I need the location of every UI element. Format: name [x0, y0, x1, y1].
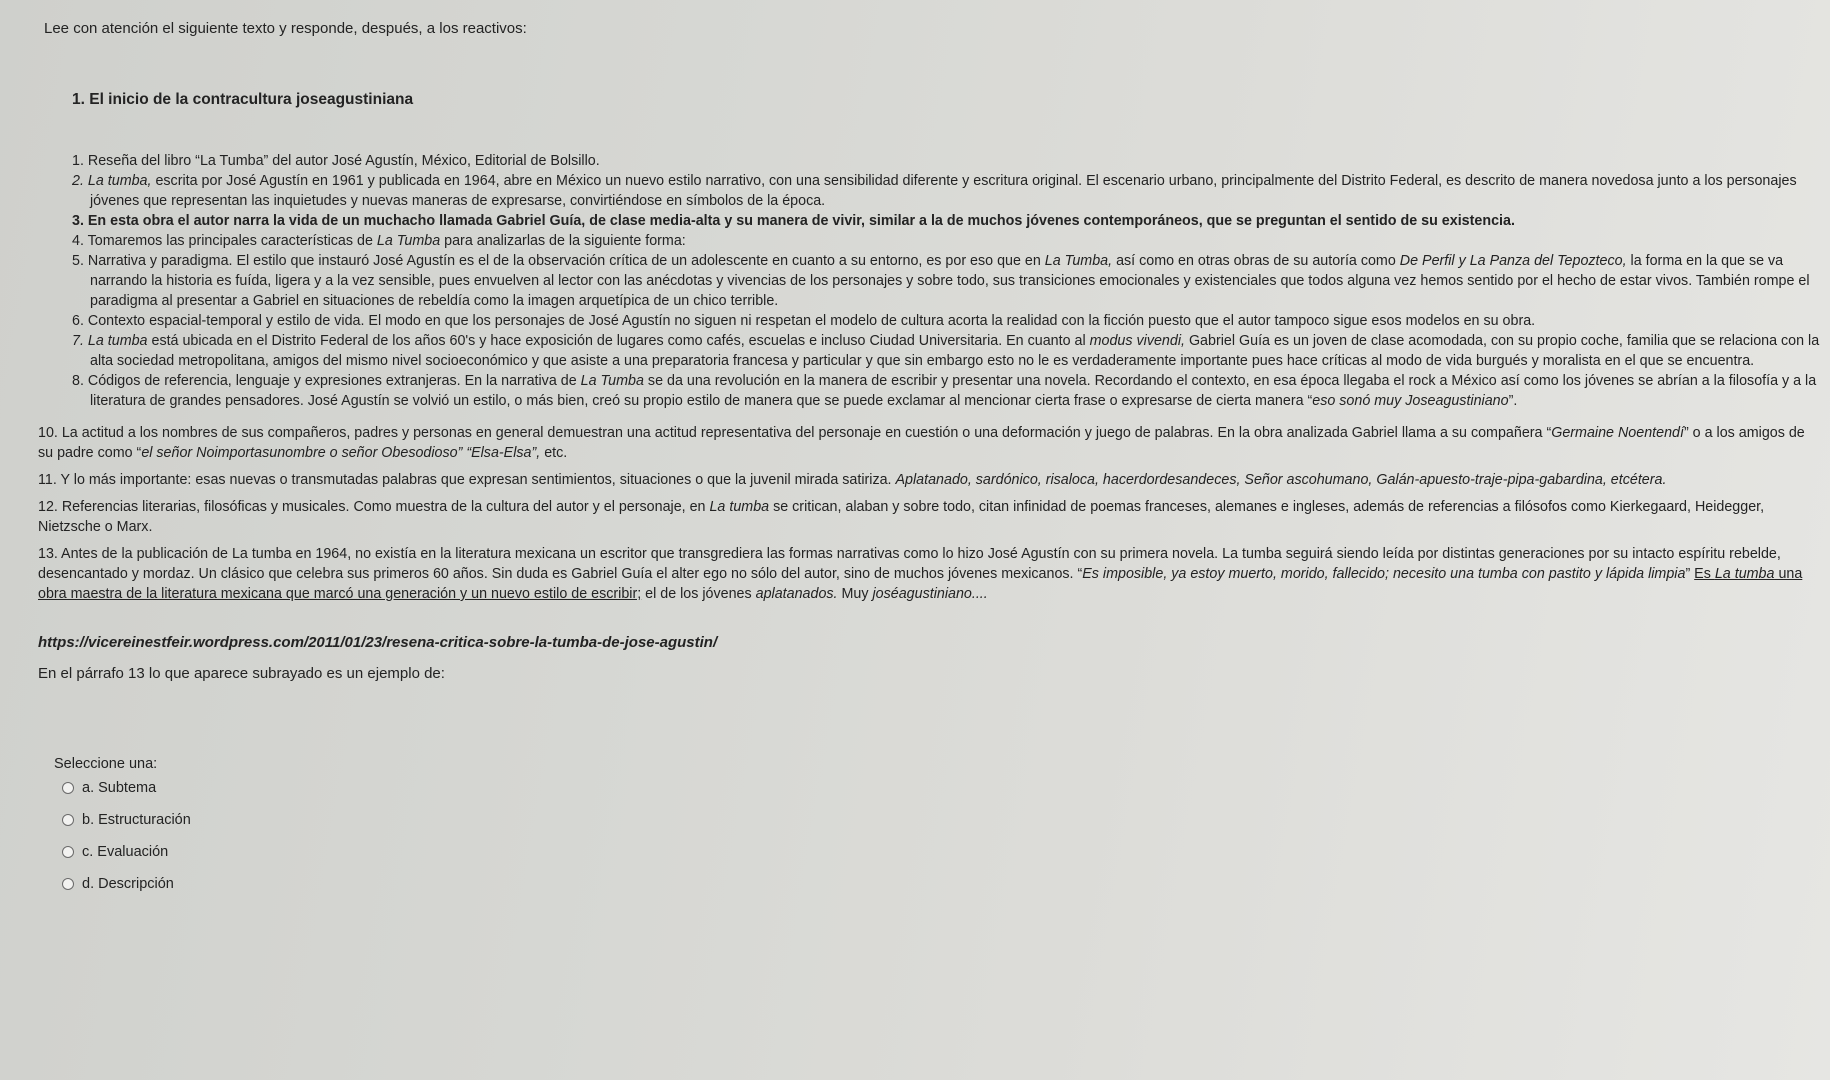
paragraph-13: 13. Antes de la publicación de La tumba en 1964, no existía en la literatura mexicana un escritor que transgrediera las formas narrativas como lo hizo José Agustín con su primera novela. La tumba seguirá siendo leída por distintas generaciones por su intacto espíritu rebelde, desencantado y mordaz. Un clásico que celebra sus primeros 60 años. Sin duda es Gabriel Guía el alter ego no sólo del autor, sino de muchos jóvenes mexicanos. “Es imposible, ya estoy muerto, morido, fallecido; necesito una tumba con pastito y lápida limpia” Es La tumba una obra maestra de la literatura mexicana que marcó una generación y un nuevo estilo de escribir; el de los jóvenes aplatanados. Muy joséagustiniano.... — [38, 546, 1803, 602]
radio-button-b[interactable] — [62, 814, 74, 826]
paragraph-12: 12. Referencias literarias, filosóficas y musicales. Como muestra de la cultura del autor y el personaje, en La tumba se critican, alaban y sobre todo, citan infinidad de poemas franceses, alemanes e ingleses, además de referencias a filósofos como Kierkegaard, Heidegger, Nietzsche o Marx. — [38, 499, 1765, 535]
option-a-label: a. Subtema — [82, 780, 157, 796]
answer-options — [44, 780, 1781, 892]
paragraph-8: 8. Códigos de referencia, lenguaje y expresiones extranjeras. En la narrativa de La Tumba se da una revolución en la manera de escribir y presentar una novela. Recordando el contexto, en esa época llegaba el rock a México así como los jóvenes se abrían a la filosofía y a la literatura de grandes pensadores. José Agustín se volvió un estilo, o más bien, creó su propio estilo de manera que se puede exclamar al mencionar cierta frase o expresarse de cierta manera “eso sonó muy Joseagustiniano”. — [72, 373, 1817, 409]
question-text: En el párrafo 13 lo que aparece subrayado es un ejemplo de: — [38, 665, 445, 682]
option-b-label: b. Estructuración — [82, 812, 191, 828]
paragraph-4: 4. Tomaremos las principales características de La Tumba para analizarlas de la siguiente forma: — [72, 233, 686, 249]
radio-button-c[interactable] — [62, 846, 74, 858]
select-label: Seleccione una: — [54, 756, 158, 772]
instructions: Lee con atención el siguiente texto y responde, después, a los reactivos: — [44, 20, 527, 37]
paragraph-5: 5. Narrativa y paradigma. El estilo que instauró José Agustín es el de la observación crítica de un adolescente en cuanto a su entorno, es por eso que en La Tumba, así como en otras obras de su autoría como De Perfil y La Panza del Tepozteco, la forma en la que se va narrando la historia es fuída, ligera y a la vez sensible, pues envuelven al lector con las anécdotas y vivencias de los personajes y sobre todo, sus transiciones emocionales y existenciales que todos alguna vez hemos sentido por el hecho de estar vivos. También rompe el paradigma al presentar a Gabriel en situaciones de rebeldía como la imagen arquetípica de un chico terrible. — [72, 253, 1810, 309]
paragraph-6: 6. Contexto espacial-temporal y estilo de vida. El modo en que los personajes de José Agustín no siguen ni respetan el modelo de cultura acorta la realidad con la ficción puesto que el autor tampoco sigue esos modelos en su obra. — [72, 313, 1536, 329]
option-c-label: c. Evaluación — [82, 844, 169, 860]
paragraph-10: 10. La actitud a los nombres de sus compañeros, padres y personas en general demuestran una actitud representativa del personaje en cuestión o una deformación y juego de palabras. En la obra analizada Gabriel llama a su compañera “Germaine Noentendí” o a los amigos de su padre como “el señor Noimportasunombre o señor Obesodioso” “Elsa-Elsa”, etc. — [38, 425, 1805, 461]
option-c[interactable] — [62, 844, 1781, 860]
paragraph-7: 7. La tumba está ubicada en el Distrito Federal de los años 60's y hace exposición de lugares como cafés, escuelas e incluso Ciudad Universitaria. En cuanto al modus vivendi, Gabriel Guía es un joven de clase acomodada, con su propio coche, familia que se relaciona con la alta sociedad metropolitana, amigos del mismo nivel socioeconómico y que asiste a una preparatoria francesa y particular y que sin embargo esto no le es verdaderamente importante pues hace críticas al modo de vida burgués y moralista en el que se encuentra. — [72, 333, 1820, 369]
option-a[interactable] — [62, 780, 1781, 796]
section-title: 1. El inicio de la contracultura joseagustiniana — [72, 91, 414, 108]
paragraph-3: 3. En esta obra el autor narra la vida de un muchacho llamada Gabriel Guía, de clase media-alta y su manera de vivir, similar a la de muchos jóvenes contemporáneos, que se preguntan el sentido de su existencia. — [72, 213, 1515, 229]
option-b[interactable] — [62, 812, 1781, 828]
paragraph-11: 11. Y lo más importante: esas nuevas o transmutadas palabras que expresan sentimientos, situaciones o que la juvenil mirada satiriza. Aplatanado, sardónico, risaloca, hacerdordesandeces, Señor ascohumano, Galán-apuesto-traje-pipa-gabardina, etcétera. — [38, 472, 1667, 488]
paragraph-2: 2. La tumba, escrita por José Agustín en 1961 y publicada en 1964, abre en México un nuevo estilo narrativo, con una sensibilidad diferente y escritura original. El escenario urbano, principalmente del Distrito Federal, es descrito de manera novedosa junto a los personajes jóvenes que representan las inquietudes y nuevas maneras de expresarse, convirtiéndose en símbolos de la época. — [72, 173, 1797, 209]
option-d-label: d. Descripción — [82, 876, 174, 892]
radio-button-a[interactable] — [62, 782, 74, 794]
underlined-text: Es La tumba una obra maestra de la literatura mexicana que marcó una generación y un nuevo estilo de escribir; — [38, 566, 1803, 602]
paragraph-1: 1. Reseña del libro “La Tumba” del autor José Agustín, México, Editorial de Bolsillo. — [72, 153, 600, 169]
radio-button-d[interactable] — [62, 878, 74, 890]
source-url: https://vicereinestfeir.wordpress.com/2011/01/23/resena-critica-sobre-la-tumba-de-jose-agustin/ — [38, 634, 718, 651]
option-d[interactable] — [62, 876, 1781, 892]
